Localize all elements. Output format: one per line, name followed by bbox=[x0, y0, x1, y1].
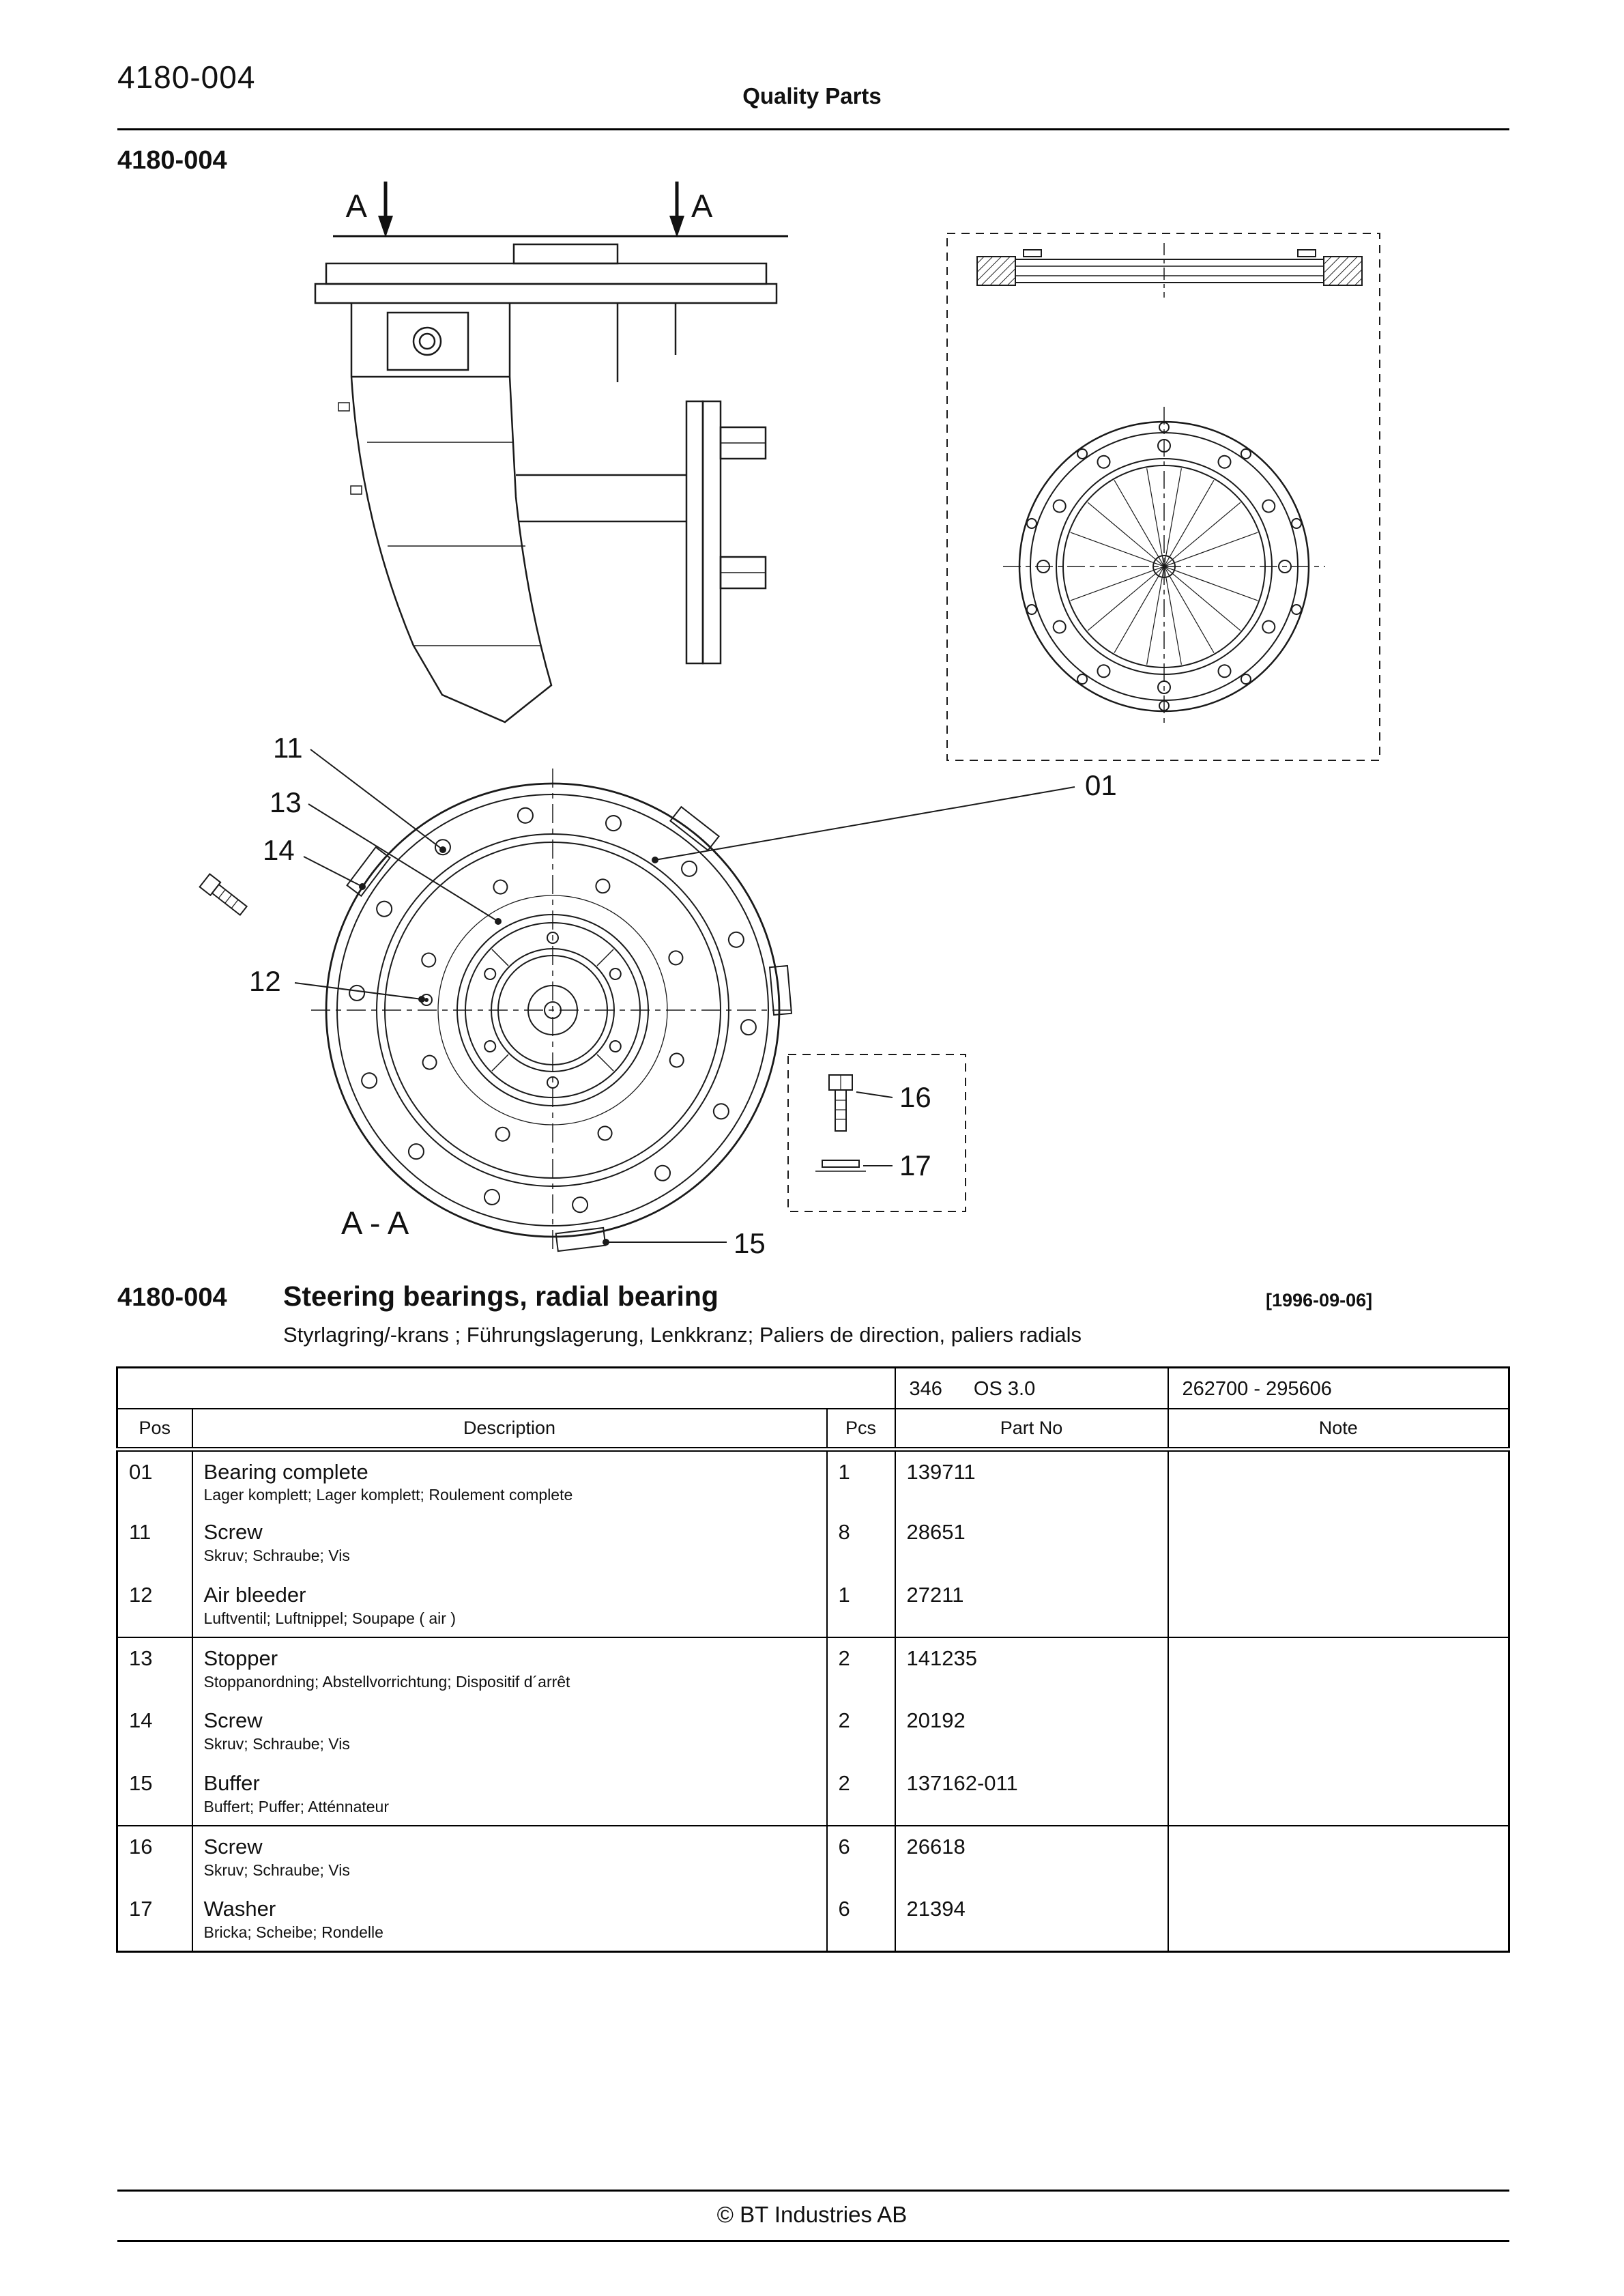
page-title: Steering bearings, radial bearing bbox=[283, 1280, 719, 1312]
header-rule bbox=[117, 128, 1509, 130]
side-view-drawing bbox=[315, 244, 777, 722]
meta-model-cell bbox=[895, 1368, 1168, 1409]
os-version: OS 3.0 bbox=[973, 1378, 1036, 1400]
row-description-cell bbox=[192, 1575, 827, 1637]
col-header-pos: Pos bbox=[117, 1409, 192, 1450]
row-pcs: 2 bbox=[827, 1700, 895, 1763]
row-description: Air bleeder bbox=[203, 1583, 306, 1607]
row-part-no: 21394 bbox=[895, 1889, 1168, 1951]
row-description-translations: Buffert; Puffer; Atténnateur bbox=[203, 1798, 389, 1816]
row-note bbox=[1168, 1700, 1509, 1763]
parts-table bbox=[116, 1366, 1510, 1953]
section-number: 4180-004 bbox=[117, 146, 227, 175]
table-row bbox=[117, 1575, 1509, 1637]
row-part-no: 28651 bbox=[895, 1512, 1168, 1575]
callout-leader-lines bbox=[295, 749, 1075, 1245]
row-pos: 14 bbox=[117, 1700, 192, 1763]
table-row bbox=[117, 1449, 1509, 1512]
callout-12: 12 bbox=[249, 965, 281, 997]
page-subtitle: Styrlagring/-krans ; Führungslagerung, Lenkkranz; Paliers de direction, paliers radials bbox=[283, 1323, 1082, 1347]
row-pcs: 6 bbox=[827, 1826, 895, 1889]
footer-copyright: © BT Industries AB bbox=[716, 2202, 908, 2227]
row-description-cell bbox=[192, 1700, 827, 1763]
section-aa-view bbox=[311, 769, 794, 1252]
row-description: Buffer bbox=[203, 1771, 260, 1796]
row-note bbox=[1168, 1889, 1509, 1951]
section-letter-left: A bbox=[345, 188, 367, 224]
row-description-cell bbox=[192, 1512, 827, 1575]
title-block-number: 4180-004 bbox=[117, 1283, 227, 1312]
row-note bbox=[1168, 1575, 1509, 1637]
serial-range: 262700 - 295606 bbox=[1182, 1378, 1332, 1400]
row-description-translations: Skruv; Schraube; Vis bbox=[203, 1547, 350, 1565]
section-view-label: A - A bbox=[341, 1205, 409, 1241]
parts-table-container bbox=[116, 1366, 1510, 1953]
row-description-cell bbox=[192, 1449, 827, 1512]
row-note bbox=[1168, 1826, 1509, 1889]
row-note bbox=[1168, 1763, 1509, 1826]
callout-14: 14 bbox=[263, 834, 295, 866]
row-description: Screw bbox=[203, 1835, 263, 1859]
table-row bbox=[117, 1826, 1509, 1889]
meta-blank-cell bbox=[117, 1368, 895, 1409]
table-row bbox=[117, 1637, 1509, 1700]
footer-rule-bottom bbox=[117, 2240, 1509, 2242]
row-part-no: 26618 bbox=[895, 1826, 1168, 1889]
row-pcs: 1 bbox=[827, 1575, 895, 1637]
row-description-translations: Stoppanordning; Abstellvorrichtung; Dispositif d´arrêt bbox=[203, 1673, 570, 1691]
row-pos: 16 bbox=[117, 1826, 192, 1889]
table-row bbox=[117, 1512, 1509, 1575]
row-pos: 13 bbox=[117, 1637, 192, 1700]
row-pos: 17 bbox=[117, 1889, 192, 1951]
section-letter-right: A bbox=[691, 188, 713, 224]
row-description-translations: Skruv; Schraube; Vis bbox=[203, 1861, 350, 1880]
row-description-cell bbox=[192, 1889, 827, 1951]
row-description-cell bbox=[192, 1637, 827, 1700]
row-pcs: 6 bbox=[827, 1889, 895, 1951]
row-note bbox=[1168, 1512, 1509, 1575]
table-meta-row bbox=[117, 1368, 1509, 1409]
callout-15: 15 bbox=[734, 1227, 766, 1259]
callout-13: 13 bbox=[270, 786, 302, 818]
title-block-date: [1996-09-06] bbox=[1266, 1290, 1373, 1310]
row-pcs: 1 bbox=[827, 1449, 895, 1512]
table-header-row bbox=[117, 1409, 1509, 1450]
col-header-description: Description bbox=[192, 1409, 827, 1450]
table-row bbox=[117, 1700, 1509, 1763]
row-pcs: 2 bbox=[827, 1763, 895, 1826]
loose-screw-drawing bbox=[200, 874, 249, 917]
row-pcs: 8 bbox=[827, 1512, 895, 1575]
row-description-translations: Skruv; Schraube; Vis bbox=[203, 1735, 350, 1753]
row-note bbox=[1168, 1449, 1509, 1512]
row-part-no: 139711 bbox=[895, 1449, 1168, 1512]
row-pos: 11 bbox=[117, 1512, 192, 1575]
table-row bbox=[117, 1763, 1509, 1826]
callout-01: 01 bbox=[1085, 769, 1117, 801]
callout-16: 16 bbox=[899, 1081, 931, 1113]
fastener-detail-box bbox=[788, 1054, 966, 1211]
row-part-no: 20192 bbox=[895, 1700, 1168, 1763]
row-description-cell bbox=[192, 1826, 827, 1889]
callout-11: 11 bbox=[273, 732, 303, 764]
row-description: Stopper bbox=[203, 1646, 278, 1671]
bearing-detail-box bbox=[947, 233, 1380, 760]
row-description-translations: Bricka; Scheibe; Rondelle bbox=[203, 1923, 383, 1942]
technical-drawing bbox=[116, 177, 1508, 1269]
row-note bbox=[1168, 1637, 1509, 1700]
col-header-pcs: Pcs bbox=[827, 1409, 895, 1450]
row-pcs: 2 bbox=[827, 1637, 895, 1700]
footer-rule-top bbox=[117, 2190, 1509, 2192]
model-number: 346 bbox=[909, 1378, 942, 1400]
row-description: Washer bbox=[203, 1897, 276, 1921]
row-description: Bearing complete bbox=[203, 1459, 368, 1484]
callout-17: 17 bbox=[899, 1149, 931, 1181]
table-row bbox=[117, 1889, 1509, 1951]
row-part-no: 27211 bbox=[895, 1575, 1168, 1637]
col-header-note: Note bbox=[1168, 1409, 1509, 1450]
row-description-translations: Lager komplett; Lager komplett; Roulement complete bbox=[203, 1486, 573, 1504]
brand-title: Quality Parts bbox=[742, 83, 882, 109]
row-description-translations: Luftventil; Luftnippel; Soupape ( air ) bbox=[203, 1609, 456, 1628]
row-part-no: 137162-011 bbox=[895, 1763, 1168, 1826]
row-part-no: 141235 bbox=[895, 1637, 1168, 1700]
col-header-part-no: Part No bbox=[895, 1409, 1168, 1450]
row-pos: 01 bbox=[117, 1449, 192, 1512]
row-pos: 15 bbox=[117, 1763, 192, 1826]
row-description-cell bbox=[192, 1763, 827, 1826]
row-description: Screw bbox=[203, 1520, 263, 1545]
row-pos: 12 bbox=[117, 1575, 192, 1637]
meta-serial-cell bbox=[1168, 1368, 1509, 1409]
parts-table-body bbox=[117, 1368, 1509, 1952]
page-doc-number: 4180-004 bbox=[117, 59, 256, 95]
row-description: Screw bbox=[203, 1708, 263, 1733]
section-plane-indicator bbox=[333, 182, 788, 238]
